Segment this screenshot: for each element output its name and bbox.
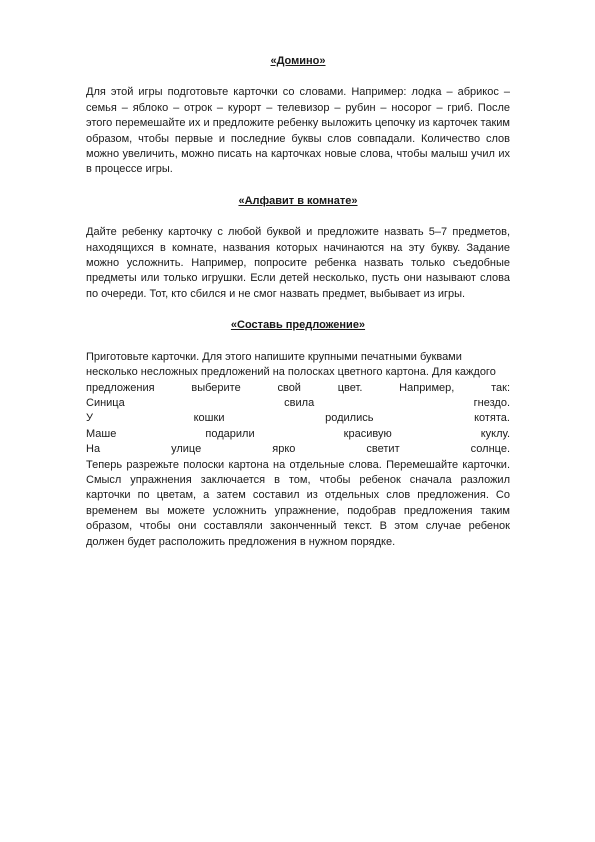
example-sentence: У кошки родились котята. [86, 412, 510, 425]
document-body [86, 54, 510, 550]
section-text-alphabet: Дайте ребенку карточку с любой буквой и предложите назвать 5–7 предметов, находящихся в комнате, названия которых начинаются на эту букву. Задание можно усложнить. Например, попросите ребенка назвать только съедобные предметы или только игрушки. Если детей несколько, пусть они называют слова по очереди. Тот, кто сбился и не смог назвать предмет, выбывает из игры. [86, 226, 510, 300]
section-title-alphabet: «Алфавит в комнате» [238, 194, 358, 207]
intro-line: Приготовьте карточки. Для этого напишите крупными печатными буквами [86, 350, 462, 363]
example-sentence: На улице ярко светит солнце. [86, 443, 510, 456]
section-text-domino: Для этой игры подготовьте карточки со словами. Например: лодка – абрикос – семья – яблоко – отрок – курорт – телевизор – рубин – носорог – гриб. После этого перемешайте их и предложите ребенку выложить цепочку из карточек таким образом, чтобы первые и последние буквы слов совпадали. Количество слов можно увеличить, можно писать на карточках новые слова, чтобы малыш учил их в процессе игры. [86, 86, 510, 176]
section-text-sentence [86, 350, 510, 550]
spread-line: предложения выберите свой цвет. Например, так: [86, 381, 510, 394]
section-title-domino: «Домино» [270, 55, 326, 67]
section-title-sentence: «Составь предложение» [230, 319, 366, 332]
example-sentence: Синица свила гнездо. [86, 396, 510, 409]
section-text-sentence-rest: Теперь разрежьте полоски картона на отдельные слова. Перемешайте карточки. Смысл упражнения заключается в том, чтобы ребенок сначала разложил карточки по цветам, а затем составил из отдельных слов предложения. Со временем вы можете усложнить упражнение, подобрав предложения таким образом, чтобы они составляли законченный текст. В этом случае ребенок должен будет расположить предложения в нужном порядке. [86, 458, 510, 548]
intro-line: несколько несложных предложений на полосках цветного картона. Для каждого [86, 366, 496, 379]
example-sentence: Маше подарили красивую куклу. [86, 427, 510, 440]
